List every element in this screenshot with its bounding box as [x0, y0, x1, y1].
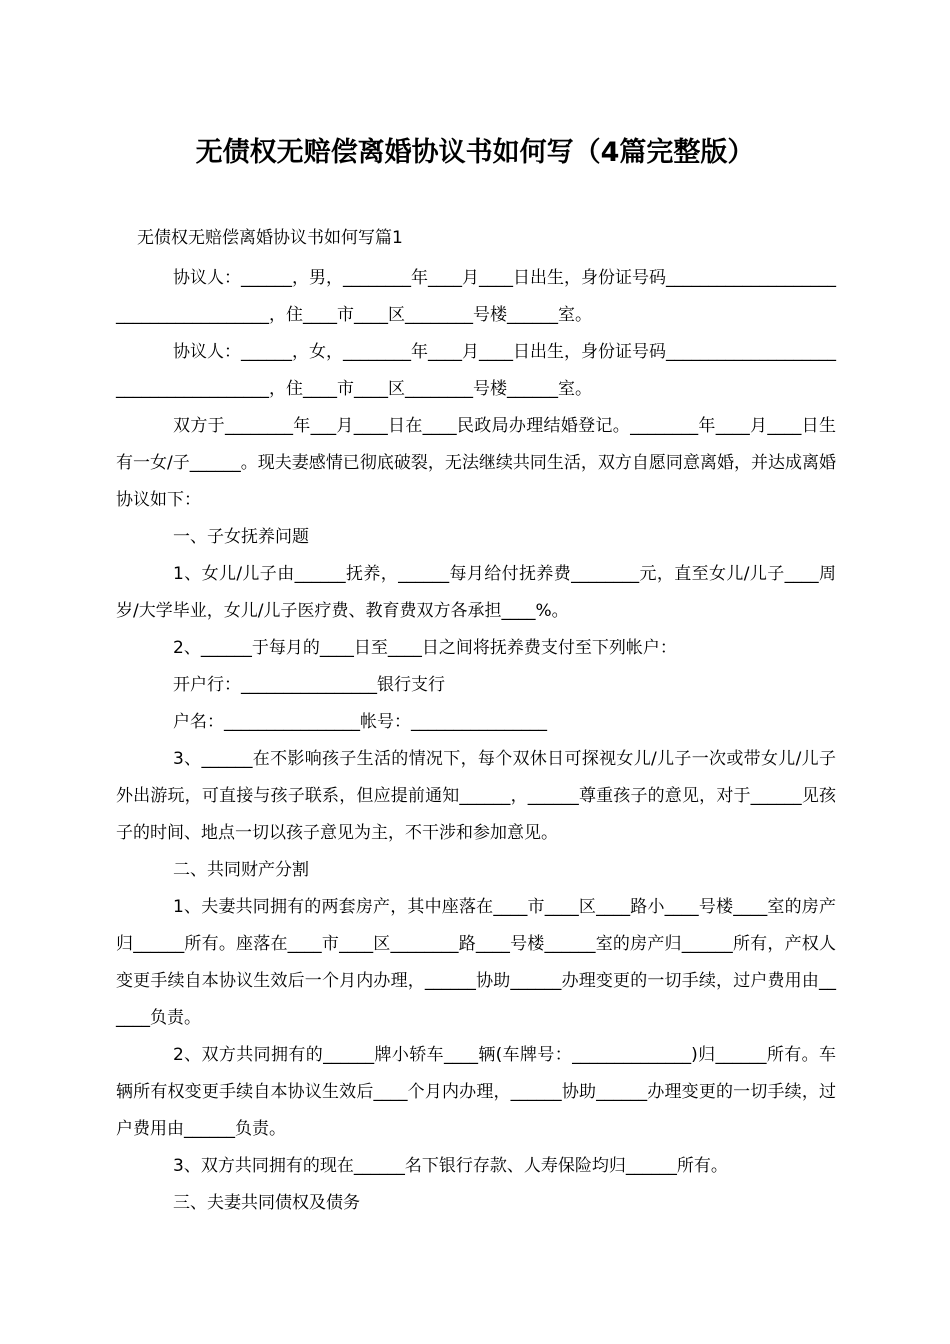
party-two-paragraph: 协议人：______，女，________年____月____日出生，身份证号码______________________________________，住____市____区________号楼______室。 [116, 342, 836, 399]
account-line: 户名：________________帐号：________________ [173, 712, 547, 732]
section-heading-debts: 三、夫妻共同债权及债务 [173, 1193, 360, 1213]
document-body [116, 260, 836, 1222]
bank-name-line: 开户行：________________银行支行 [173, 675, 445, 695]
marriage-statement-paragraph: 双方于________年___月____日在____民政局办理结婚登记。________年____月____日生有一女/子______。现夫妻感情已彻底破裂，无法继续共同生活，双方自愿同意离婚，并达成离婚协议如下： [116, 416, 836, 510]
property-clause-3: 3、双方共同拥有的现在______名下银行存款、人寿保险均归______所有。 [173, 1156, 728, 1176]
document-title: 无债权无赔偿离婚协议书如何写（4篇完整版） [195, 137, 755, 168]
section-heading-child-custody: 一、子女抚养问题 [173, 527, 309, 547]
child-custody-clause-1: 1、女儿/儿子由______抚养，______每月给付抚养费________元，直至女儿/儿子____周岁/大学毕业，女儿/儿子医疗费、教育费双方各承担____%。 [116, 564, 836, 621]
section-heading-property: 二、共同财产分割 [173, 860, 309, 880]
section-subtitle: 无债权无赔偿离婚协议书如何写篇1 [137, 228, 403, 248]
child-custody-clause-3: 3、______在不影响孩子生活的情况下，每个双休日可探视女儿/儿子一次或带女儿/儿子外出游玩，可直接与孩子联系，但应提前通知______，______尊重孩子的意见，对于______见孩子的时间、地点一切以孩子意见为主，不干涉和参加意见。 [116, 749, 836, 843]
property-clause-2: 2、双方共同拥有的______牌小轿车____辆(车牌号：______________)归______所有。车辆所有权变更手续自本协议生效后____个月内办理，______协助______办理变更的一切手续，过户费用由______负责。 [116, 1045, 836, 1139]
child-custody-clause-2: 2、______于每月的____日至____日之间将抚养费支付至下列帐户： [173, 638, 677, 658]
party-one-paragraph: 协议人：______，男，________年____月____日出生，身份证号码______________________________________，住____市____区________号楼______室。 [116, 268, 836, 325]
property-clause-1: 1、夫妻共同拥有的两套房产，其中座落在____市____区____路小____号楼____室的房产归______所有。座落在____市____区________路____号楼______室的房产归______所有，产权人变更手续自本协议生效后一个月内办理，______协助______办理变更的一切手续，过户费用由______负责。 [116, 897, 836, 1028]
